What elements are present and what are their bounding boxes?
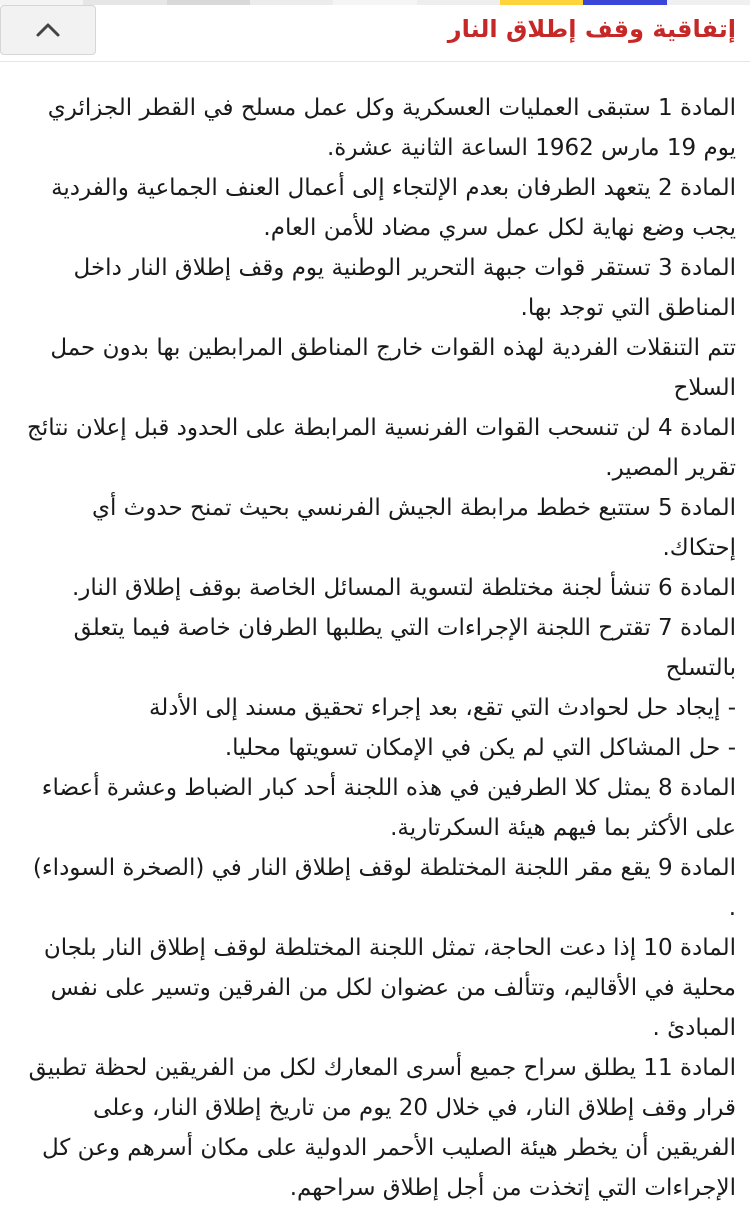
page-title: إتفاقية وقف إطلاق النار bbox=[447, 15, 736, 43]
chevron-up-icon bbox=[35, 22, 61, 38]
article-paragraph: المادة 3 تستقر قوات جبهة التحرير الوطنية يوم وقف إطلاق النار داخل المناطق التي توجد بها. bbox=[73, 255, 736, 321]
article-body bbox=[22, 88, 736, 1208]
article-paragraph: المادة 11 يطلق سراح جميع أسرى المعارك لكل من الفريقين لحظة تطبيق قرار وقف إطلاق النار، في خلال 20 يوم من تاريخ إطلاق النار، وعلى الفريقين أن يخطر هيئة الصليب الأحمر الدولية على مكان أسرهم وعن كل الإجراءات التي إتخذت من أجل إطلاق سراحهم. bbox=[28, 1055, 736, 1201]
article-paragraph: المادة 10 إذا دعت الحاجة، تمثل اللجنة المختلطة لوقف إطلاق النار بلجان محلية في الأقاليم، وتتألف من عضوان لكل من الفرقين وتسير على نفس المبادئ . bbox=[43, 935, 736, 1041]
article-paragraph: المادة 2 يتعهد الطرفان بعدم الإلتجاء إلى أعمال العنف الجماعية والفردية يجب وضع نهاية لكل عمل سري مضاد للأمن العام. bbox=[51, 175, 736, 241]
article-paragraph: تتم التنقلات الفردية لهذه القوات خارج المناطق المرابطين بها بدون حمل السلاح bbox=[50, 335, 736, 401]
list-item: - إيجاد حل لحوادث التي تقع، بعد إجراء تحقيق مسند إلى الأدلة bbox=[148, 695, 736, 721]
article-paragraph: المادة 7 تقترح اللجنة الإجراءات التي يطلبها الطرفان خاصة فيما يتعلق بالتسلح bbox=[73, 615, 736, 681]
article-paragraph: المادة 5 ستتبع خطط مرابطة الجيش الفرنسي بحيث تمنح حدوث أي إحتكاك. bbox=[91, 495, 736, 561]
article-paragraph: المادة 8 يمثل كلا الطرفين في هذه اللجنة أحد كبار الضباط وعشرة أعضاء على الأكثر بما فيهم هيئة السكرتارية. bbox=[41, 775, 736, 841]
section-header bbox=[0, 5, 750, 62]
article-paragraph: المادة 4 لن تنسحب القوات الفرنسية المرابطة على الحدود قبل إعلان نتائج تقرير المصير. bbox=[27, 415, 736, 481]
list-item: - حل المشاكل التي لم يكن في الإمكان تسويتها محليا. bbox=[224, 735, 736, 761]
article-paragraph: المادة 9 يقع مقر اللجنة المختلطة لوقف إطلاق النار في (الصخرة السوداء) . bbox=[32, 855, 736, 921]
article-paragraph: المادة 6 تنشأ لجنة مختلطة لتسوية المسائل الخاصة بوقف إطلاق النار. bbox=[71, 575, 736, 601]
article-paragraph: المادة 1 ستبقى العمليات العسكرية وكل عمل مسلح في القطر الجزائري يوم 19 مارس 1962 الساعة الثانية عشرة. bbox=[47, 95, 736, 161]
collapse-button[interactable] bbox=[0, 5, 96, 55]
